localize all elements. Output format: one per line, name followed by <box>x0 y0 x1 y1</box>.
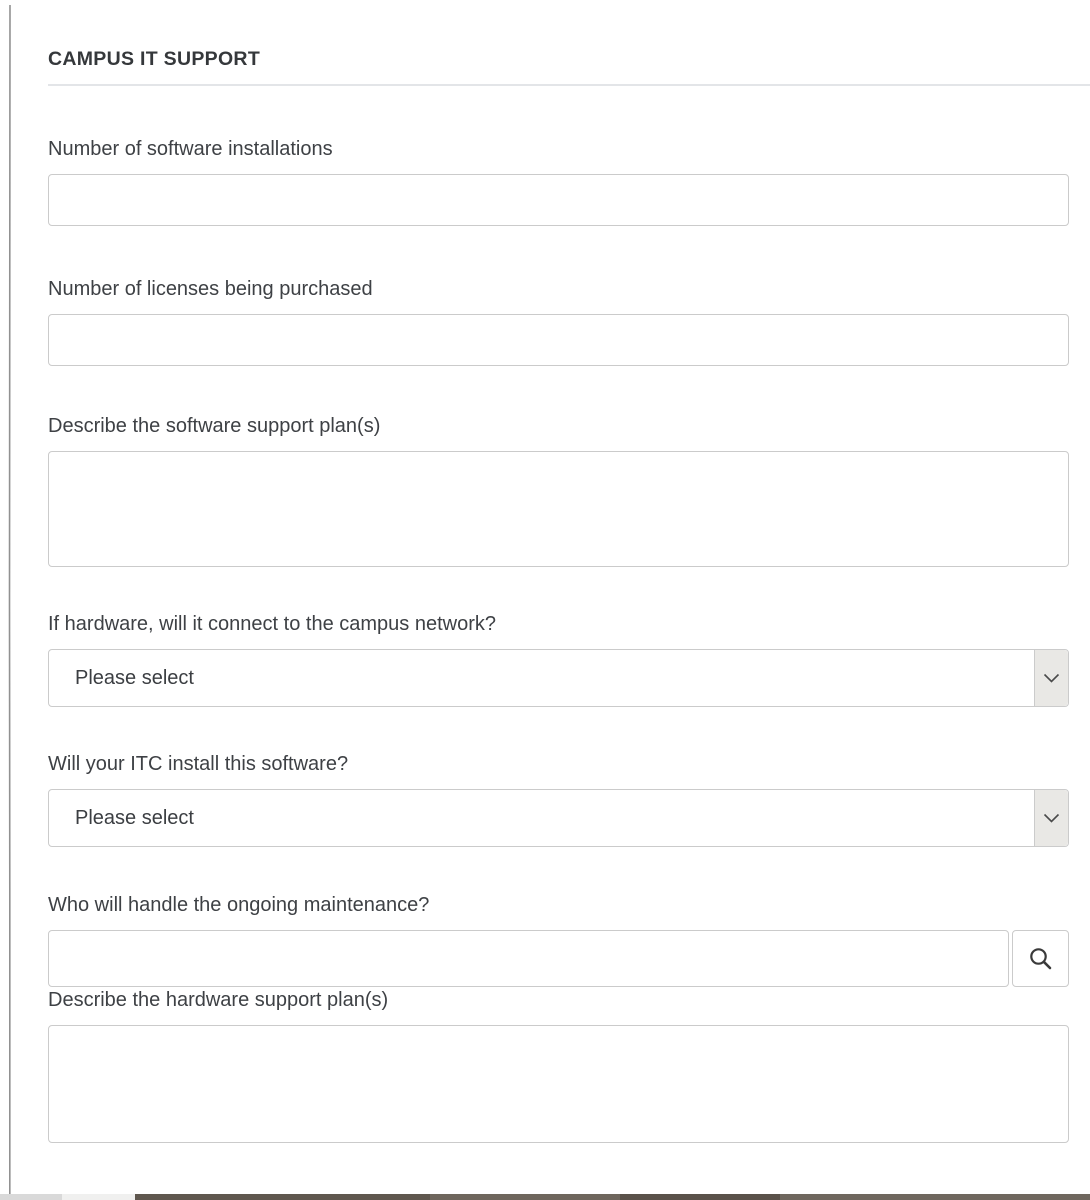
field-label: Number of licenses being purchased <box>48 278 373 300</box>
software-support-plan-textarea[interactable] <box>48 451 1069 567</box>
section-divider <box>48 84 1090 86</box>
field-label: Will your ITC install this software? <box>48 753 349 775</box>
field-group-software-installations <box>48 136 1069 226</box>
field-label: Who will handle the ongoing maintenance? <box>48 894 430 916</box>
form-section <box>48 0 1069 1143</box>
select-selected-value: Please select <box>75 666 194 689</box>
bottom-strip <box>0 1194 1090 1200</box>
section-title: CAMPUS IT SUPPORT <box>48 48 261 70</box>
itc-install-select[interactable] <box>48 789 1069 847</box>
chevron-down-icon <box>1043 673 1060 684</box>
campus-network-select[interactable] <box>48 649 1069 707</box>
field-label: Describe the hardware support plan(s) <box>48 989 389 1011</box>
select-dropdown-button[interactable] <box>1034 790 1068 846</box>
select-dropdown-button[interactable] <box>1034 650 1068 706</box>
field-group-itc-install <box>48 751 1069 847</box>
field-group-campus-network <box>48 611 1069 707</box>
search-icon <box>1028 946 1054 972</box>
chevron-down-icon <box>1043 813 1060 824</box>
search-button[interactable] <box>1012 930 1069 987</box>
field-label: Number of software installations <box>48 138 333 160</box>
field-label: If hardware, will it connect to the campus network? <box>48 613 496 635</box>
hardware-support-plan-textarea[interactable] <box>48 1025 1069 1143</box>
software-installations-input[interactable] <box>48 174 1069 226</box>
select-selected-value: Please select <box>75 806 194 829</box>
maintenance-search-input[interactable] <box>48 930 1009 987</box>
field-group-ongoing-maintenance <box>48 892 1069 987</box>
field-label: Describe the software support plan(s) <box>48 415 381 437</box>
licenses-purchased-input[interactable] <box>48 314 1069 366</box>
field-group-software-support-plan <box>48 413 1069 567</box>
field-group-licenses-purchased <box>48 276 1069 366</box>
field-group-hardware-support-plan <box>48 987 1069 1143</box>
maintenance-search-row <box>48 930 1069 987</box>
left-edge-line <box>0 0 20 1200</box>
